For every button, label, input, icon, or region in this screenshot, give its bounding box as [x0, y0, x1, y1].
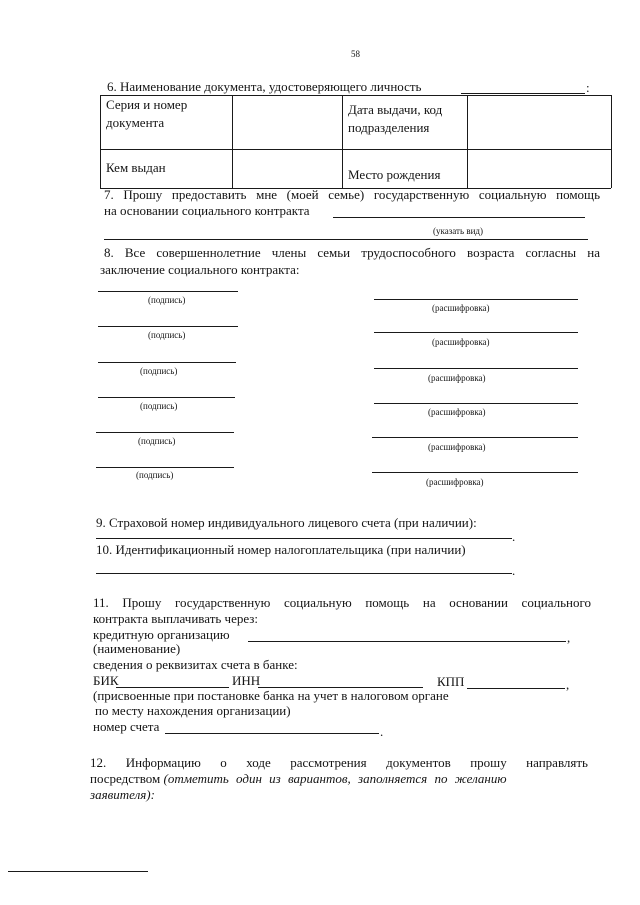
decode-label: (расшифровка): [426, 477, 484, 487]
decode-label: (расшифровка): [428, 407, 486, 417]
comma: ,: [567, 630, 571, 645]
assigned-note-2: по месту нахождения организации): [95, 703, 291, 718]
signature-field[interactable]: [96, 467, 234, 468]
signature-field[interactable]: [96, 432, 234, 433]
birthplace-label: Место рождения: [348, 167, 441, 182]
decode-label: (расшифровка): [432, 303, 490, 313]
credit-org-label: кредитную организацию: [93, 627, 230, 642]
section-12-line-2-normal: посредством: [90, 771, 161, 786]
section-8-line-2: заключение социального контракта:: [100, 262, 300, 277]
signature-label: (подпись): [148, 330, 186, 340]
account-field[interactable]: [165, 733, 379, 734]
comma: ,: [566, 677, 570, 692]
snils-field[interactable]: [96, 538, 512, 539]
signature-field[interactable]: [98, 291, 238, 292]
signature-label: (подпись): [148, 295, 186, 305]
decode-field[interactable]: [374, 368, 578, 369]
section-12-line-3: заявителя):: [90, 787, 155, 802]
doc-name-field[interactable]: [461, 93, 585, 94]
signature-label: (подпись): [140, 401, 178, 411]
series-number-field[interactable]: [233, 96, 341, 148]
issued-by-field[interactable]: [233, 150, 341, 187]
section-7-line-1: 7. Прошу предоставить мне (моей семье) государственную социальную помощь: [104, 187, 600, 202]
decode-field[interactable]: [374, 299, 578, 300]
assigned-note-1: (присвоенные при постановке банка на учет в налоговом органе: [93, 688, 449, 703]
decode-label: (расшифровка): [428, 373, 486, 383]
decode-field[interactable]: [372, 472, 578, 473]
decode-label: (расшифровка): [428, 442, 486, 452]
section-11-line-2: контракта выплачивать через:: [93, 611, 259, 626]
inn-taxpayer-field[interactable]: [96, 573, 512, 574]
section-12-line-1: 12. Информацию о ходе рассмотрения документов прошу направлять: [90, 755, 588, 770]
dot: .: [512, 529, 516, 544]
account-label: номер счета: [93, 719, 160, 734]
credit-org-field[interactable]: [248, 641, 566, 642]
decode-field[interactable]: [374, 332, 578, 333]
inn-label: ИНН: [232, 673, 261, 688]
kpp-label: КПП: [437, 674, 465, 689]
dot: .: [380, 724, 384, 739]
signature-field[interactable]: [98, 326, 238, 327]
signature-label: (подпись): [138, 436, 176, 446]
footnote-separator: [8, 871, 148, 872]
section-9-text: 9. Страховой номер индивидуального лицевого счета (при наличии):: [96, 515, 477, 530]
issue-date-field[interactable]: [468, 96, 610, 148]
bik-label: БИК: [93, 673, 119, 688]
dot: .: [512, 563, 516, 578]
section-8-line-1: 8. Все совершеннолетние члены семьи трудоспособного возраста согласны на: [104, 245, 600, 260]
colon: :: [586, 80, 590, 95]
issued-by-label: Кем выдан: [106, 160, 166, 175]
issue-date-label: Дата выдачи, код подразделения: [348, 102, 443, 135]
section-7-line-2: на основании социального контракта: [104, 203, 310, 218]
section-10-text: 10. Идентификационный номер налогоплательщика (при наличии): [96, 542, 466, 557]
aid-type-extra-line[interactable]: [104, 239, 588, 240]
signature-field[interactable]: [98, 362, 236, 363]
signature-label: (подпись): [140, 366, 178, 376]
section-11-line-1: 11. Прошу государственную социальную помощь на основании социального: [93, 595, 591, 610]
decode-field[interactable]: [374, 403, 578, 404]
name-hint: (наименование): [93, 641, 181, 656]
aid-type-field[interactable]: [333, 217, 585, 218]
aid-type-hint: (указать вид): [433, 226, 483, 236]
section-12-line-2-italic: (отметить один из вариантов, заполняется по желанию: [163, 771, 507, 786]
birthplace-field[interactable]: [468, 150, 610, 187]
signature-field[interactable]: [98, 397, 235, 398]
decode-label: (расшифровка): [432, 337, 490, 347]
bank-details-label: сведения о реквизитах счета в банке:: [93, 657, 298, 672]
page-number: 58: [351, 49, 360, 59]
series-number-label: Серия и номер документа: [106, 97, 188, 130]
signature-label: (подпись): [136, 470, 174, 480]
kpp-field[interactable]: [467, 688, 565, 689]
decode-field[interactable]: [372, 437, 578, 438]
section-6-title: 6. Наименование документа, удостоверяющего личность: [107, 79, 422, 94]
section-12-line-2: [90, 771, 588, 786]
